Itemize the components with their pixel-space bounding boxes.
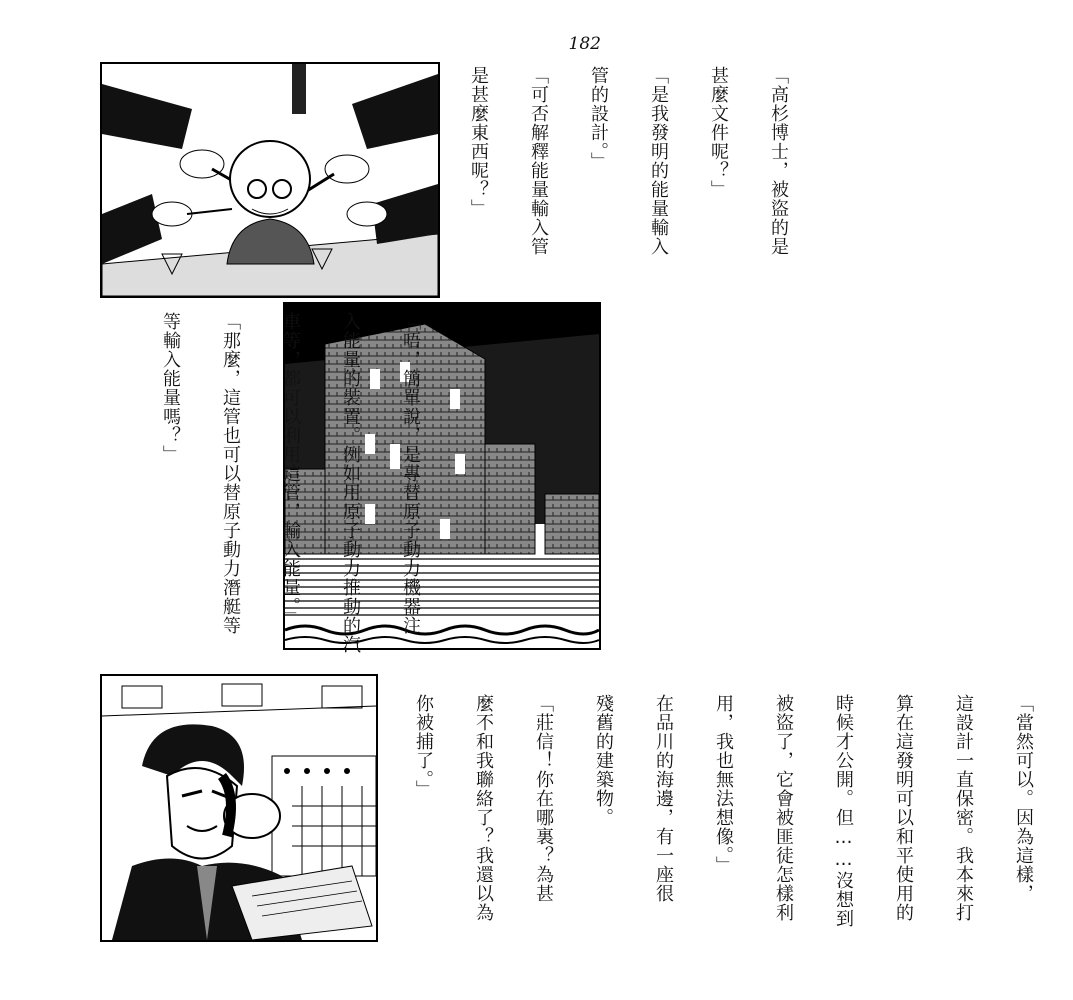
professor-illustration (102, 64, 438, 296)
dialogue-line: 「那麼，這管也可以替原子動力潛艇等 (220, 312, 241, 635)
dialogue-line: 「當然可以。因為這樣， (1013, 694, 1034, 903)
dialogue-line: 這設計一直保密。我本來打 (953, 694, 974, 922)
narration-line: 殘舊的建築物。 (593, 694, 614, 827)
dialogue-line: 等輸入能量嗎？」 (160, 312, 181, 464)
dialogue-line: 算在這發明可以和平使用的 (893, 694, 914, 922)
dialogue-line: 你被捕了。」 (413, 694, 434, 799)
dialogue-line: 管的設計。」 (588, 66, 609, 171)
dialogue-line: 時候才公開。但……沒想到 (833, 694, 854, 928)
dialogue-line: 車等，都可以利用這管，輸入能量。」 (280, 312, 301, 626)
panel2-dialogue (140, 312, 460, 672)
dialogue-line: 甚麼文件呢？」 (708, 66, 729, 199)
dialogue-line: 「莊信！你在哪裏？為甚 (533, 694, 554, 903)
panel3-dialogue (393, 694, 1073, 994)
panel-professor-interview (100, 62, 440, 298)
panel1-dialogue (448, 66, 828, 306)
dialogue-line: 用，我也無法想像。」 (713, 694, 734, 875)
dialogue-line: 「可否解釋能量輸入管 (528, 66, 549, 256)
dialogue-line: 被盜了，它會被匪徒怎樣利 (773, 694, 794, 922)
man-on-phone-illustration (102, 676, 376, 940)
dialogue-line: 「唔，簡單說，是專替原子動力機器注 (400, 312, 421, 635)
panel-man-on-phone (100, 674, 378, 942)
dialogue-line: 麼不和我聯絡了？我還以為 (473, 694, 494, 922)
dialogue-line: 「是我發明的能量輸入 (648, 66, 669, 256)
dialogue-line: 入能量的裝置。例如用原子動力推動的汽 (340, 312, 361, 654)
dialogue-line: 是甚麼東西呢？」 (468, 66, 489, 218)
dialogue-line: 「高杉博士，被盜的是 (768, 66, 789, 256)
page-number: 182 (568, 34, 601, 54)
narration-line: 在品川的海邊，有一座很 (653, 694, 674, 903)
